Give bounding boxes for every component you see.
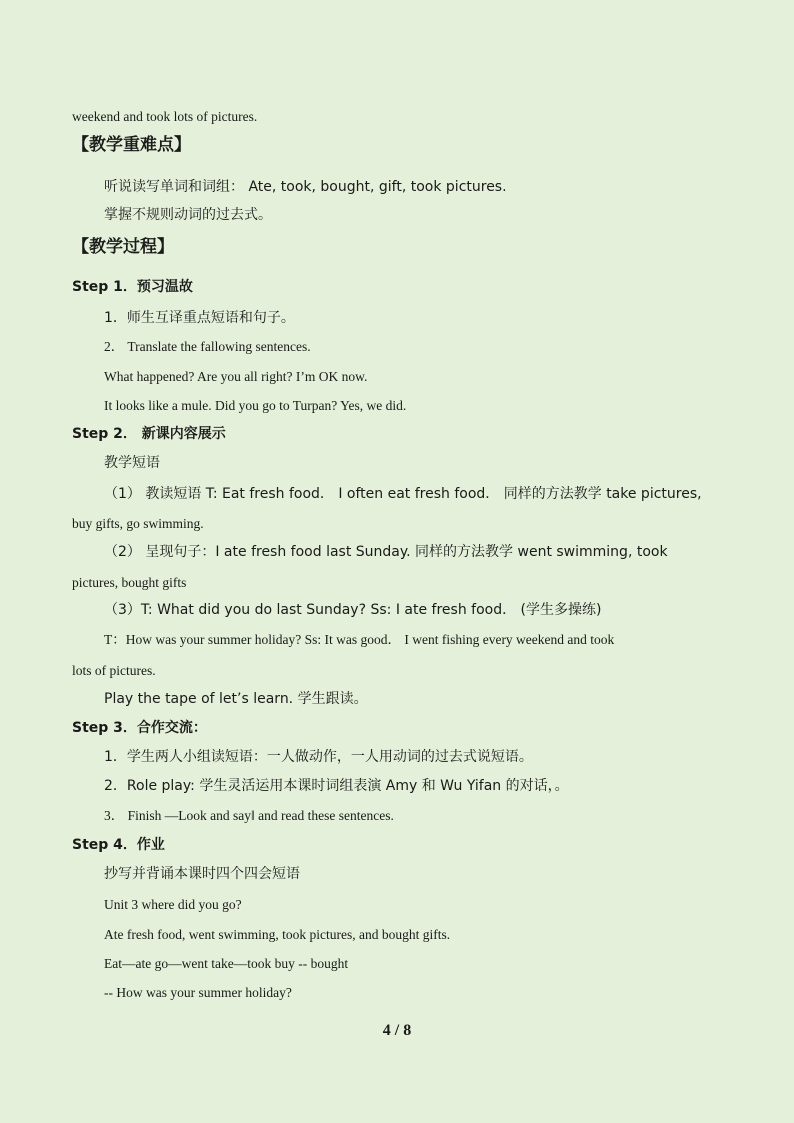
text-line: Unit 3 where did you go? (104, 897, 242, 912)
text-line: 3． Finish —Look and say‖ and read these sentences. (104, 808, 394, 823)
text-line (104, 777, 569, 795)
text-line (104, 690, 368, 708)
text-line: pictures, bought gifts (72, 575, 187, 590)
text-span: （1） 教读短语 T: Eat fresh food． I often eat fresh food． 同样的方法教学 take pictures, (104, 486, 702, 502)
text-line (104, 601, 601, 619)
text-line: 1．学生两人小组读短语：一人做动作，一人用动词的过去式说短语。 (104, 749, 533, 765)
step-1-heading (72, 278, 193, 297)
text-line: T：How was your summer holiday? Ss: It was good． I went fishing every weekend and took (104, 632, 615, 647)
text-line: What happened? Are you all right? I’m OK now. (104, 369, 368, 384)
step-2-heading (72, 425, 226, 444)
step-4-heading (72, 836, 165, 855)
text-span: Step 4．作业 (72, 837, 165, 853)
text-line: 抄写并背诵本课时四个四会短语 (104, 866, 300, 882)
text-line: Ate fresh food, went swimming, took pictures, and bought gifts. (104, 927, 451, 942)
text-line: 教学短语 (104, 455, 160, 471)
step-3-heading (72, 719, 207, 738)
text-span: （2） 呈现句子：I ate fresh food last Sunday. 同样的方法教学 went swimming, took (104, 544, 668, 560)
text-span: Step 3．合作交流： (72, 720, 207, 736)
text-line: 2． Translate the fallowing sentences. (104, 339, 311, 354)
text-line: 1．师生互译重点短语和句子。 (104, 310, 295, 326)
text-span: Play the tape of let’s learn. 学生跟读。 (104, 691, 368, 707)
section-heading-key-points: 【教学重难点】 (72, 135, 191, 155)
text-span: Step 1．预习温故 (72, 279, 193, 295)
page-number: 4 / 8 (382, 1022, 412, 1039)
text-line: 掌握不规则动词的过去式。 (104, 207, 272, 223)
text-line (104, 543, 668, 561)
section-heading-process: 【教学过程】 (72, 237, 174, 257)
text-span: 2．Role play: 学生灵活运用本课时词组表演 Amy 和 Wu Yifan 的对话，。 (104, 778, 569, 794)
text-span: （3）T: What did you do last Sunday? Ss: I ate fresh food． (学生多操练) (104, 602, 602, 618)
text-line: Eat—ate go—went take—took buy -- bought (104, 956, 349, 971)
text-line: lots of pictures. (72, 663, 156, 678)
text-span: 听说读写单词和词组： Ate, took, bought, gift, took pictures. (104, 179, 507, 195)
text-span: Step 2． 新课内容展示 (72, 426, 226, 442)
text-line: It looks like a mule. Did you go to Turpan? Yes, we did. (104, 398, 407, 413)
text-line (104, 485, 702, 503)
text-line: buy gifts, go swimming. (72, 516, 204, 531)
text-line (104, 178, 507, 196)
text-line: weekend and took lots of pictures. (72, 109, 258, 124)
text-line: -- How was your summer holiday? (104, 985, 292, 1000)
